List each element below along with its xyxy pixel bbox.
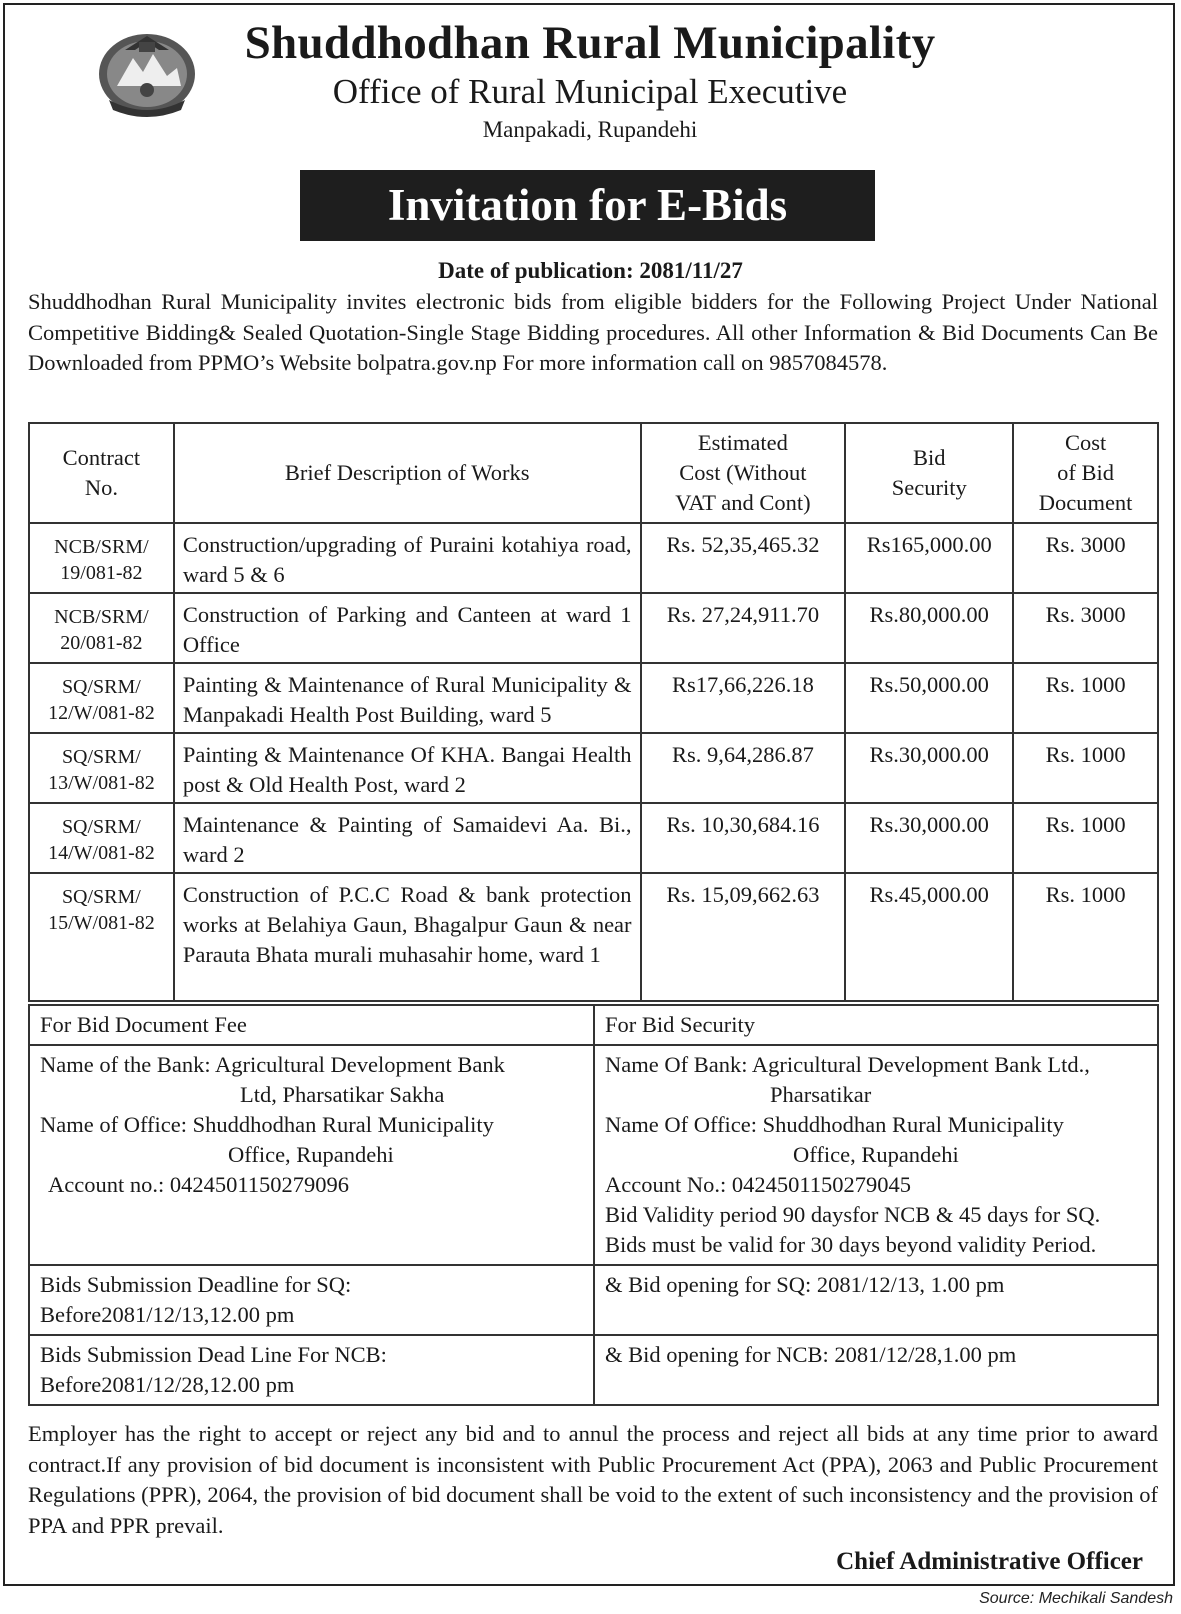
table-row [29, 733, 1158, 803]
security-bank-name: Name Of Bank: Agricultural Development Bank Ltd., [605, 1052, 1090, 1077]
contract-no: SQ/SRM/ 12/W/081-82 [29, 663, 174, 733]
header-cost-of-bid-document: Cost of Bid Document [1013, 423, 1158, 523]
estimated-cost: Rs. 10,30,684.16 [641, 803, 846, 873]
office-location: Manpakadi, Rupandehi [482, 117, 698, 142]
ncb-deadline [29, 1335, 594, 1405]
work-description: Construction of Parking and Canteen at ward 1 Office [174, 593, 641, 663]
bid-security: Rs165,000.00 [845, 523, 1013, 593]
intro-paragraph: Shuddhodhan Rural Municipality invites electronic bids from eligible bidders for the Following Project Under National Competitive Bidding& Sealed Quotation-Single Stage Bidding procedures. All other Information & Bid Documents Can Be Downloaded from PPMO’s Website bolpatra.gov.np For more information call on 9857084578. [28, 289, 1158, 375]
municipality-name: Shuddhodhan Rural Municipality [244, 17, 936, 69]
bid-document-cost: Rs. 1000 [1013, 873, 1158, 1001]
table-row [29, 873, 1158, 1001]
bid-validity-note: Bids must be valid for 30 days beyond validity Period. [605, 1232, 1097, 1257]
table-row [29, 663, 1158, 733]
ncb-deadline-date: Before2081/12/28,12.00 pm [40, 1372, 295, 1397]
fee-bank-name: Name of the Bank: Agricultural Development Bank [40, 1052, 505, 1077]
sq-deadline-date: Before2081/12/13,12.00 pm [40, 1302, 295, 1327]
contract-no: NCB/SRM/ 20/081-82 [29, 593, 174, 663]
table-row [29, 803, 1158, 873]
source-credit: Source: Mechikali Sandesh [979, 1590, 1173, 1607]
estimated-cost: Rs. 15,09,662.63 [641, 873, 846, 1001]
sq-deadline [29, 1265, 594, 1335]
security-bank-branch: Pharsatikar [770, 1082, 872, 1107]
work-description: Maintenance & Painting of Samaidevi Aa. Bi., ward 2 [174, 803, 641, 873]
bid-security: Rs.30,000.00 [845, 733, 1013, 803]
publication-date: Date of publication: 2081/11/27 [438, 258, 743, 283]
fee-office-name: Name of Office: Shuddhodhan Rural Municipality [40, 1112, 494, 1137]
bank-details-row [29, 1045, 1158, 1265]
header-bid-security: Bid Security [845, 423, 1013, 523]
bid-document-cost: Rs. 1000 [1013, 663, 1158, 733]
works-table-header-row [29, 423, 1158, 523]
terms-paragraph: Employer has the right to accept or reject any bid and to annul the process and reject all bids at any time prior to award contract.If any provision of bid document is inconsistent with Public Procurement Act (PPA), 2063 and Public Procurement Regulations (PPR), 2064, the provision of bid document shall be void to the extent of such inconsistency and the provision of PPA and PPR prevail. [28, 1421, 1158, 1538]
work-description: Painting & Maintenance Of KHA. Bangai Health post & Old Health Post, ward 2 [174, 733, 641, 803]
contract-no: SQ/SRM/ 15/W/081-82 [29, 873, 174, 1001]
table-row [29, 523, 1158, 593]
bank-details-table [28, 1004, 1159, 1406]
bid-security: Rs.30,000.00 [845, 803, 1013, 873]
contract-no: SQ/SRM/ 14/W/081-82 [29, 803, 174, 873]
estimated-cost: Rs. 52,35,465.32 [641, 523, 846, 593]
bid-document-cost: Rs. 3000 [1013, 593, 1158, 663]
bid-validity: Bid Validity period 90 daysfor NCB & 45 days for SQ. [605, 1202, 1101, 1227]
fee-office-location: Office, Rupandehi [228, 1142, 394, 1167]
sq-deadline-label: Bids Submission Deadline for SQ: [40, 1272, 352, 1297]
estimated-cost: Rs. 27,24,911.70 [641, 593, 846, 663]
security-office-location: Office, Rupandehi [793, 1142, 959, 1167]
estimated-cost: Rs. 9,64,286.87 [641, 733, 846, 803]
ncb-schedule-row [29, 1335, 1158, 1405]
works-table [28, 422, 1159, 1002]
ncb-opening: & Bid opening for NCB: 2081/12/28,1.00 pm [594, 1335, 1158, 1405]
table-row [29, 593, 1158, 663]
security-header: For Bid Security [594, 1005, 1158, 1045]
bid-security: Rs.50,000.00 [845, 663, 1013, 733]
fee-header: For Bid Document Fee [29, 1005, 594, 1045]
work-description: Painting & Maintenance of Rural Municipality & Manpakadi Health Post Building, ward 5 [174, 663, 641, 733]
security-office-name: Name Of Office: Shuddhodhan Rural Municipality [605, 1112, 1064, 1137]
estimated-cost: Rs17,66,226.18 [641, 663, 846, 733]
header-estimated-cost: Estimated Cost (Without VAT and Cont) [641, 423, 846, 523]
work-description: Construction of P.C.C Road & bank protection works at Belahiya Gaun, Bhagalpur Gaun & near Parauta Bhata murali muhasahir home, ward 1 [174, 873, 641, 1001]
notice-title-banner: Invitation for E-Bids [300, 170, 875, 241]
bank-table-header-row [29, 1005, 1158, 1045]
fee-account-number: Account no.: 0424501150279096 [48, 1172, 350, 1197]
bid-document-cost: Rs. 1000 [1013, 733, 1158, 803]
bid-document-cost: Rs. 1000 [1013, 803, 1158, 873]
office-name: Office of Rural Municipal Executive [332, 72, 848, 111]
header-description: Brief Description of Works [174, 423, 641, 523]
sq-opening: & Bid opening for SQ: 2081/12/13, 1.00 pm [594, 1265, 1158, 1335]
bid-security: Rs.80,000.00 [845, 593, 1013, 663]
fee-bank-branch: Ltd, Pharsatikar Sakha [240, 1082, 445, 1107]
contract-no: SQ/SRM/ 13/W/081-82 [29, 733, 174, 803]
bid-document-cost: Rs. 3000 [1013, 523, 1158, 593]
work-description: Construction/upgrading of Puraini kotahiya road, ward 5 & 6 [174, 523, 641, 593]
contract-no: NCB/SRM/ 19/081-82 [29, 523, 174, 593]
header-contract-no: Contract No. [29, 423, 174, 523]
signatory: Chief Administrative Officer [836, 1548, 1143, 1575]
sq-schedule-row [29, 1265, 1158, 1335]
security-bank-details [594, 1045, 1158, 1265]
security-account-number: Account No.: 0424501150279045 [605, 1172, 912, 1197]
ncb-deadline-label: Bids Submission Dead Line For NCB: [40, 1342, 387, 1367]
bid-security: Rs.45,000.00 [845, 873, 1013, 1001]
fee-bank-details [29, 1045, 594, 1265]
